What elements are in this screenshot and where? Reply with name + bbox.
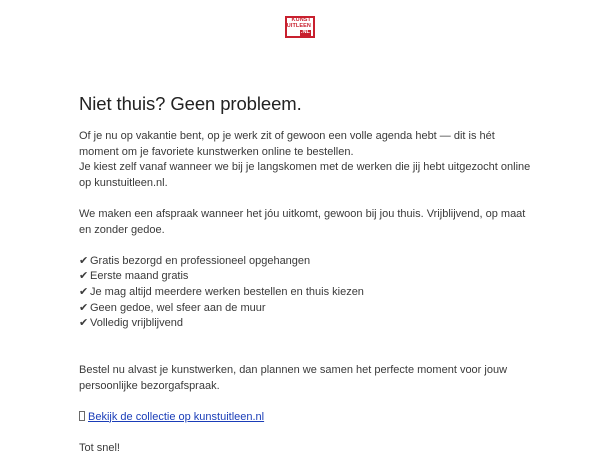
- spacer: [79, 425, 531, 441]
- check-icon: ✔: [79, 317, 89, 330]
- list-item: [79, 316, 531, 332]
- email-body: [79, 93, 531, 456]
- missing-glyph-icon: [79, 411, 85, 421]
- spacer: [79, 394, 531, 410]
- check-icon: ✔: [79, 270, 89, 283]
- benefit-text: Volledig vrijblijvend: [90, 317, 183, 330]
- signoff: Tot snel!: [79, 441, 120, 454]
- list-item: [79, 301, 531, 317]
- spacer: [79, 332, 531, 363]
- benefit-text: Je mag altijd meerdere werken bestellen en thuis kiezen: [90, 285, 364, 298]
- spacer: [79, 238, 531, 254]
- kunstuitleen-logo[interactable]: [285, 16, 315, 38]
- intro-paragraph-2: Je kiest zelf vanaf wanneer we bij je langskomen met de werken die jij hebt uitgezocht online op kunstuitleen.nl.: [79, 161, 531, 189]
- appointment-paragraph: We maken een afspraak wanneer het jóu uitkomt, gewoon bij jou thuis. Vrijblijvend, op maat en zonder gedoe.: [79, 207, 526, 236]
- collection-link[interactable]: Bekijk de collectie op kunstuitleen.nl: [88, 410, 265, 423]
- list-item: [79, 254, 531, 270]
- logo-line-3: .NL: [300, 29, 310, 36]
- check-icon: ✔: [79, 285, 89, 298]
- list-item: [79, 285, 531, 301]
- logo-line-2: UITLEEN: [286, 22, 311, 29]
- header: [0, 16, 600, 38]
- benefit-text: Eerste maand gratis: [90, 270, 189, 283]
- logo-line-1: KUNST: [291, 17, 311, 24]
- order-paragraph: Bestel nu alvast je kunstwerken, dan plannen we samen het perfecte moment voor jouw persoonlijke bezorgafspraak.: [79, 363, 508, 392]
- benefit-text: Gratis bezorgd en professioneel opgehangen: [90, 254, 311, 267]
- intro-paragraph-1: Of je nu op vakantie bent, op je werk zit of gewoon een volle agenda hebt — dit is hét moment om je favoriete kunstwerken online te bestellen.: [79, 130, 495, 158]
- check-icon: ✔: [79, 301, 89, 314]
- benefits-list: [79, 254, 531, 332]
- page-title: Niet thuis? Geen probleem.: [79, 93, 302, 114]
- check-icon: ✔: [79, 254, 89, 267]
- collection-link-line: [79, 410, 531, 426]
- list-item: [79, 269, 531, 285]
- benefit-text: Geen gedoe, wel sfeer aan de muur: [90, 301, 266, 314]
- spacer: [79, 191, 531, 207]
